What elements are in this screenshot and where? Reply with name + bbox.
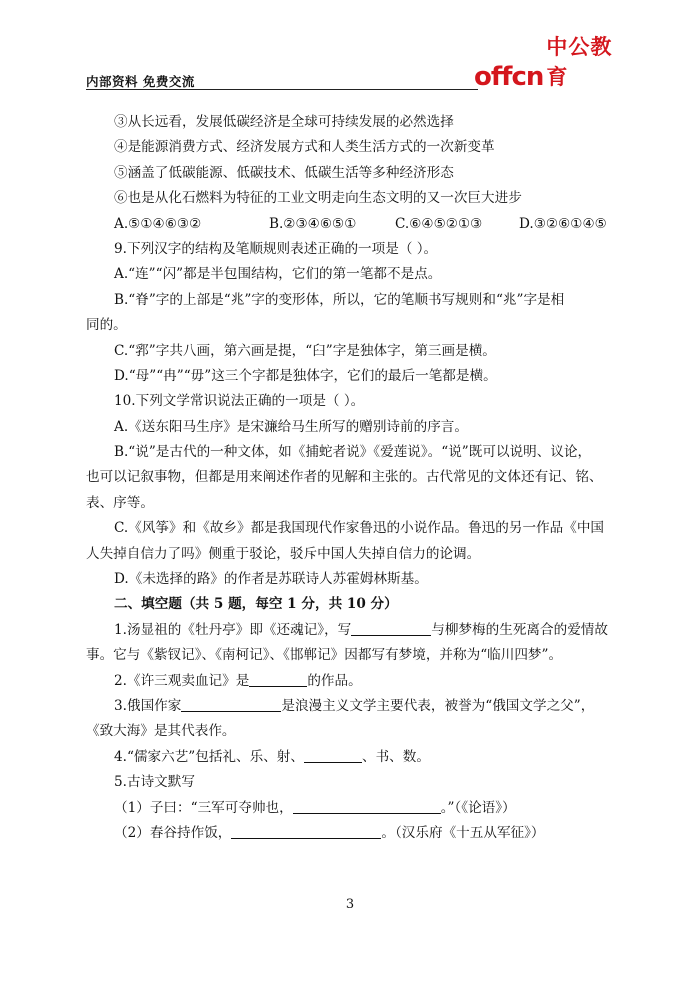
fill-5-2-text-a: （2）春谷持作饭， bbox=[114, 824, 232, 841]
fill-3-text-b: 是浪漫主义文学主要代表，被誉为“俄国文学之父”， bbox=[281, 697, 595, 714]
q10-option-a: A.《送东阳马生序》是宋濂给马生所写的赠别诗前的序言。 bbox=[114, 418, 468, 435]
q10-option-d: D.《未选择的路》的作者是苏联诗人苏霍姆林斯基。 bbox=[114, 571, 428, 588]
q10-option-c-line1: C.《风筝》和《故乡》都是我国现代作家鲁迅的小说作品。鲁迅的另一作品《中国 bbox=[114, 520, 605, 537]
fill-question-5-1 bbox=[86, 796, 614, 821]
q10-option-b-line2: 也可以记叙事物，但都是用来阐述作者的见解和主张的。古代常见的文体还有记、铭、 bbox=[86, 469, 603, 486]
fill-question-3-line1 bbox=[86, 694, 614, 719]
question-9: 9.下列汉字的结构及笔顺规则表述正确的一项是（ ）。 bbox=[114, 240, 438, 257]
fill-4-blank[interactable] bbox=[304, 747, 362, 763]
statement-4: ④是能源消费方式、经济发展方式和人类生活方式的一次新变革 bbox=[114, 139, 495, 156]
q8-option-d: D.③②⑥①④⑤ bbox=[519, 215, 607, 232]
exam-content bbox=[86, 110, 614, 846]
statement-6: ⑥也是从化石燃料为特征的工业文明走向生态文明的又一次巨大进步 bbox=[114, 190, 522, 207]
fill-1-text-a: 1.汤显祖的《牡丹亭》即《还魂记》，写 bbox=[114, 621, 352, 638]
fill-question-2 bbox=[86, 669, 614, 694]
fill-question-1-line2: 事。它与《紫钗记》、《南柯记》、《邯郸记》因都写有梦境，并称为“临川四梦”。 bbox=[86, 647, 563, 664]
logo-en-text: offcn bbox=[474, 62, 544, 92]
header-label: 内部资料 免费交流 bbox=[86, 74, 195, 89]
fill-question-5-2 bbox=[86, 821, 614, 846]
page-header bbox=[86, 35, 626, 92]
offcn-logo bbox=[474, 35, 626, 92]
fill-3-text-a: 3.俄国作家 bbox=[114, 697, 182, 714]
question-10: 10.下列文学常识说法正确的一项是（ ）。 bbox=[114, 393, 365, 410]
q10-option-b-line3: 表、序等。 bbox=[86, 494, 154, 511]
fill-1-text-b: 与柳梦梅的生死离合的爱情故 bbox=[431, 621, 608, 638]
q9-option-b-line1: B.“脊”字的上部是“兆”字的变形体，所以，它的笔顺书写规则和“兆”字是相 bbox=[114, 291, 565, 308]
q9-option-b-line2: 同的。 bbox=[86, 317, 127, 334]
fill-2-blank[interactable] bbox=[249, 671, 307, 687]
fill-2-text-b: 的作品。 bbox=[307, 672, 362, 689]
q10-option-b-line1: B.“说”是古代的一种文体，如《捕蛇者说》《爱莲说》。“说”既可以说明、议论， bbox=[114, 444, 592, 461]
q9-option-c: C.“郛”字共八画，第六画是提，“臼”字是独体字，第三画是横。 bbox=[114, 342, 496, 359]
fill-question-1-line1 bbox=[86, 618, 614, 643]
fill-5-2-blank[interactable] bbox=[231, 823, 381, 839]
header-rule bbox=[86, 89, 478, 90]
fill-3-blank[interactable] bbox=[181, 696, 281, 712]
fill-5-1-text-b: 。”（《论语》） bbox=[440, 799, 516, 816]
fill-5-1-text-a: （1）子曰：“三军可夺帅也， bbox=[114, 799, 293, 816]
fill-1-blank[interactable] bbox=[351, 620, 431, 636]
fill-2-text-a: 2.《许三观卖血记》是 bbox=[114, 672, 250, 689]
fill-5-1-blank[interactable] bbox=[293, 798, 441, 814]
statement-5: ⑤涵盖了低碳能源、低碳技术、低碳生活等多种经济形态 bbox=[114, 164, 454, 181]
fill-4-text-b: 、书、数。 bbox=[362, 748, 430, 765]
fill-5-2-text-b: 。（汉乐府《十五从军征》） bbox=[381, 824, 545, 841]
q8-option-b: B.②③④⑥⑤① bbox=[269, 215, 357, 232]
q9-option-d: D.“母”“冉”“毋”这三个字都是独体字，它们的最后一笔都是横。 bbox=[114, 367, 497, 384]
q10-option-c-line2: 人失掉自信力了吗》侧重于驳论，驳斥中国人失掉自信力的论调。 bbox=[86, 545, 481, 562]
section-heading-fill-blank: 二、填空题（共 5 题，每空 1 分，共 10 分） bbox=[114, 596, 398, 613]
q9-option-a: A.“连”“闪”都是半包围结构，它们的第一笔都不是点。 bbox=[114, 266, 442, 283]
fill-question-4 bbox=[86, 745, 614, 770]
fill-4-text-a: 4.“儒家六艺”包括礼、乐、射、 bbox=[114, 748, 304, 765]
fill-question-3-line2: 《致大海》是其代表作。 bbox=[86, 723, 236, 740]
statement-3: ③从长远看，发展低碳经济是全球可持续发展的必然选择 bbox=[114, 114, 454, 130]
q8-option-c: C.⑥④⑤②①③ bbox=[395, 215, 483, 232]
page-number: 3 bbox=[345, 897, 355, 912]
q8-answer-options bbox=[86, 212, 614, 237]
q8-option-a: A.⑤①④⑥③② bbox=[114, 215, 202, 232]
fill-question-5: 5.古诗文默写 bbox=[114, 774, 195, 791]
logo-cn-text: 中公教育 bbox=[546, 35, 613, 89]
